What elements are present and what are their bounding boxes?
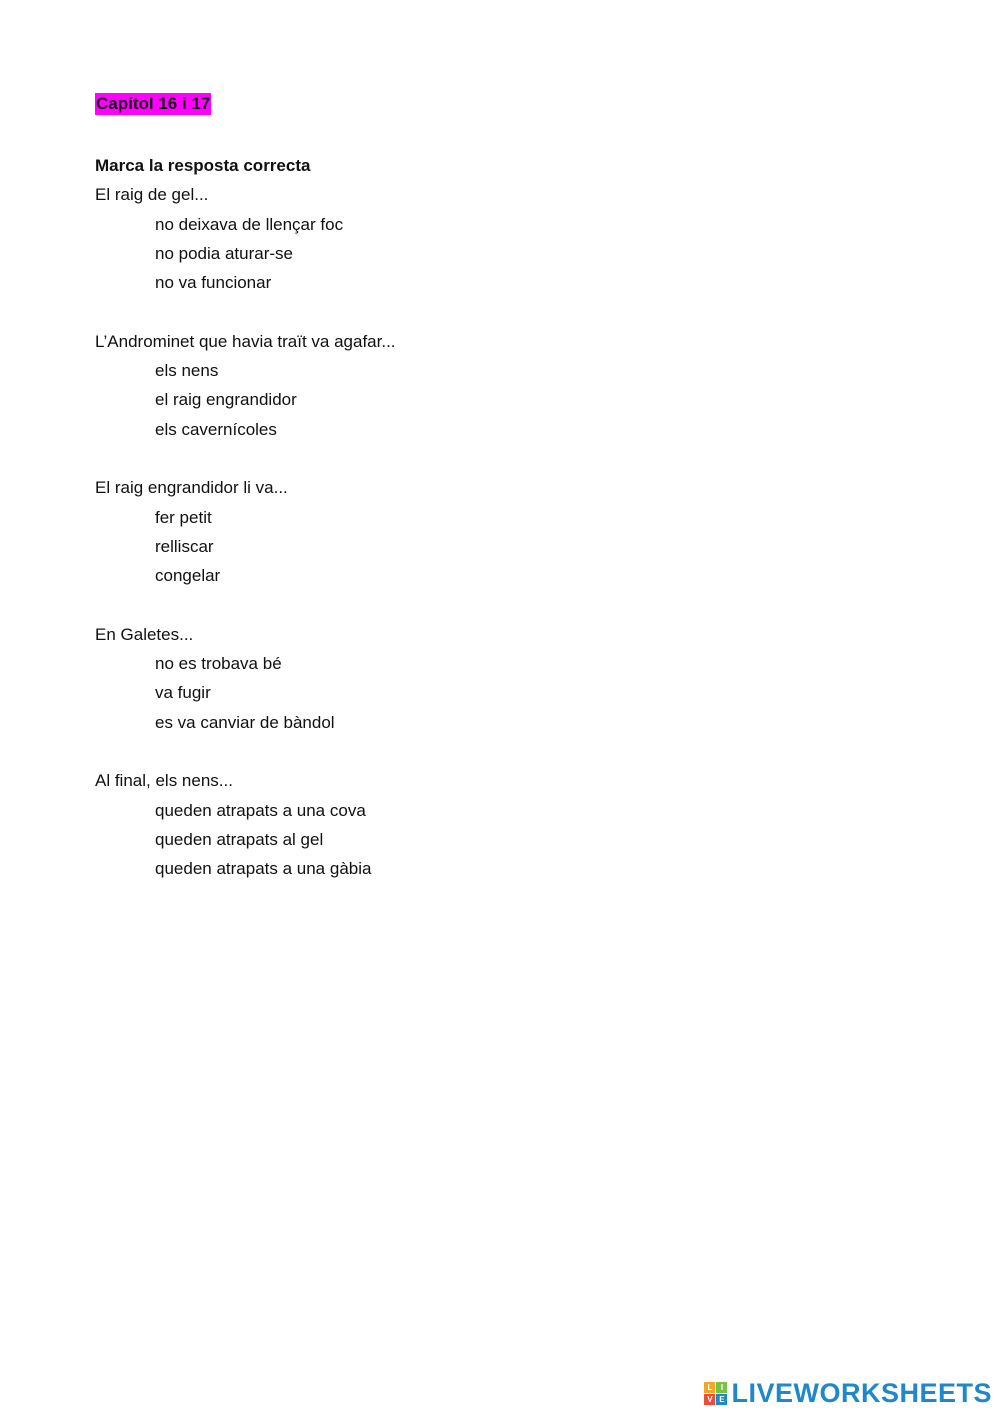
answer-option[interactable]: queden atrapats a una cova (155, 800, 366, 820)
question-stem: L’Androminet que havia traït va agafar... (95, 331, 396, 351)
liveworksheets-logo-icon (704, 1382, 727, 1405)
answer-option[interactable]: queden atrapats al gel (155, 829, 324, 849)
answer-option[interactable]: congelar (155, 566, 221, 586)
question (95, 327, 915, 444)
question (95, 620, 915, 737)
answer-option[interactable]: els nens (155, 361, 219, 381)
answer-option[interactable]: no deixava de llençar foc (155, 214, 344, 234)
chapter-title: Capítol 16 i 17 (96, 94, 211, 113)
answer-option[interactable]: relliscar (155, 536, 214, 556)
brand-text: LIVEWORKSHEETS (731, 1378, 992, 1408)
answer-option[interactable]: es va canviar de bàndol (155, 712, 335, 732)
answer-option[interactable]: fer petit (155, 507, 212, 527)
logo-letter: L (704, 1382, 715, 1393)
question-stem: Al final, els nens... (95, 771, 233, 791)
worksheet (95, 93, 915, 883)
logo-letter: E (716, 1394, 727, 1405)
question-stem: El raig engrandidor li va... (95, 478, 288, 498)
question-stem: En Galetes... (95, 624, 194, 644)
answer-option[interactable]: no podia aturar-se (155, 243, 293, 263)
question (95, 473, 915, 590)
liveworksheets-logo (704, 1380, 992, 1407)
question-stem: El raig de gel... (95, 185, 209, 205)
answer-option[interactable]: el raig engrandidor (155, 390, 297, 410)
question (95, 180, 915, 297)
question (95, 766, 915, 883)
answer-option[interactable]: va fugir (155, 683, 211, 703)
instruction-heading: Marca la resposta correcta (95, 156, 311, 175)
answer-option[interactable]: queden atrapats a una gàbia (155, 859, 372, 879)
logo-letter: V (704, 1394, 715, 1405)
logo-letter: I (716, 1382, 727, 1393)
answer-option[interactable]: els cavernícoles (155, 419, 277, 439)
answer-option[interactable]: no va funcionar (155, 273, 272, 293)
answer-option[interactable]: no es trobava bé (155, 654, 282, 674)
